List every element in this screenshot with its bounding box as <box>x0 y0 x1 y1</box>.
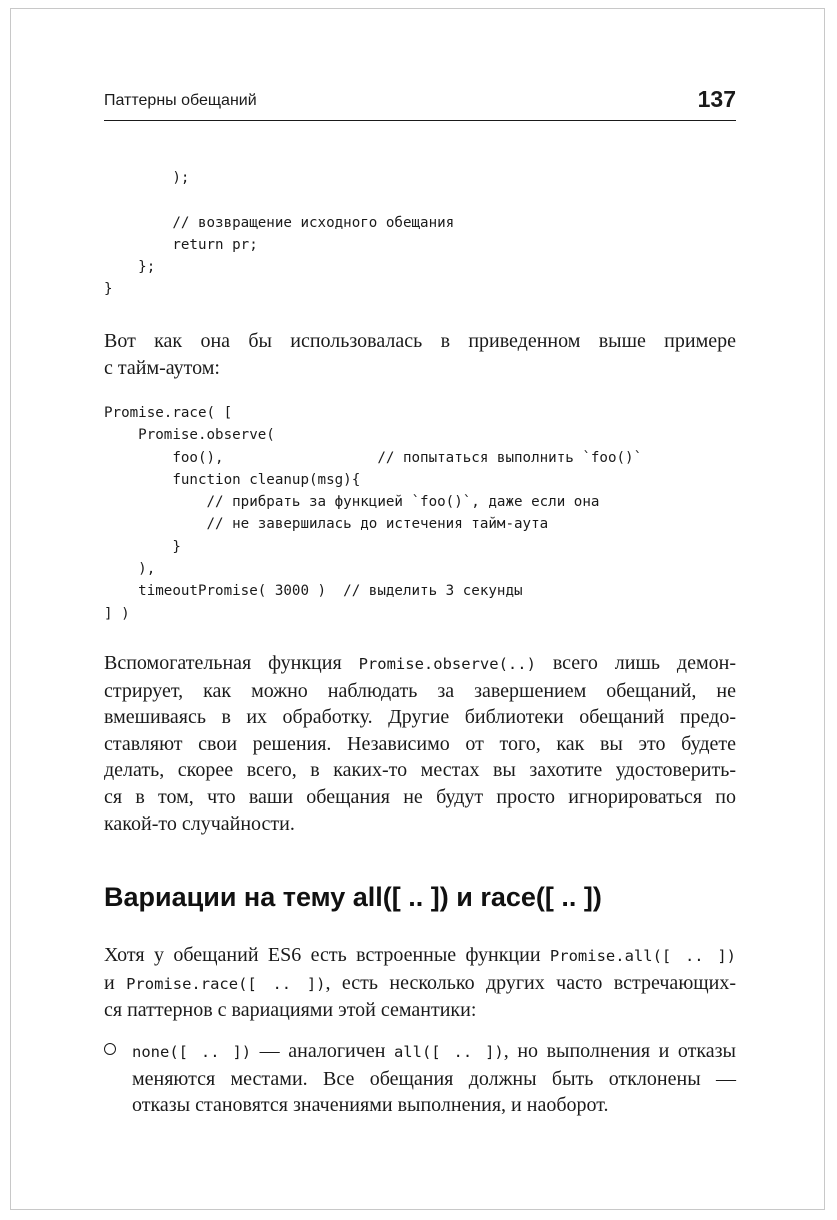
code-line: foo(), // попытаться выполнить `foo()` <box>104 449 643 466</box>
inline-code: Promise.all([ .. ]) <box>549 947 736 965</box>
code-line: }; <box>104 259 156 276</box>
text-line: вмешиваясь в их обработку. Другие библиотеки обещаний предо- <box>104 706 736 729</box>
paragraph-observe-helper <box>104 650 736 837</box>
text-run: , но выполнения и отказы <box>503 1040 736 1062</box>
text-line: стрирует, как можно наблюдать за завершением обещаний, не <box>104 679 736 702</box>
code-line: ] ) <box>104 605 130 622</box>
running-header <box>104 86 736 121</box>
paragraph-variations-intro <box>104 942 736 1024</box>
code-line: // возвращение исходного обещания <box>104 214 455 231</box>
code-line: // не завершилась до истечения тайм-аута <box>104 516 549 533</box>
text-run: всего лишь демон- <box>535 652 736 674</box>
code-line <box>104 189 454 211</box>
text-run: — аналогичен <box>251 1040 394 1062</box>
running-title: Паттерны обещаний <box>104 92 257 109</box>
text-line: ся паттернов с вариациями этой семантики: <box>104 999 477 1022</box>
code-line: } <box>104 281 113 298</box>
code-line: timeoutPromise( 3000 ) // выделить 3 секунды <box>104 583 523 600</box>
bullet-circle-icon <box>104 1043 116 1055</box>
code-line: Promise.race( [ <box>104 405 233 421</box>
text-line: делать, скорее всего, в каких-то местах вы захотите удостоверить- <box>104 759 736 782</box>
text-line: ставляют свои решения. Независимо от того, как вы это будете <box>104 732 736 755</box>
text-run: , есть несколько других часто встречающих- <box>325 971 737 994</box>
code-line: ), <box>104 561 156 578</box>
code-line: return pr; <box>104 236 258 253</box>
text-line <box>104 970 736 998</box>
text-line: какой-то случайности. <box>104 812 295 835</box>
text-line: меняются местами. Все обещания должны быть отклонены — <box>132 1067 736 1090</box>
code-line: ); <box>104 170 190 186</box>
text-line <box>132 1038 736 1066</box>
text-line <box>104 942 736 970</box>
section-heading: Вариации на тему all([ .. ]) и race([ .. ]) <box>104 882 602 912</box>
text-line: Вот как она бы использовалась в приведенном выше примере <box>104 330 736 352</box>
code-line: function cleanup(msg){ <box>104 471 361 488</box>
page-number: 137 <box>697 86 736 112</box>
text-run: Вспомогательная функция <box>104 652 359 674</box>
text-line: с тайм-аутом: <box>104 356 220 379</box>
paragraph-usage-intro <box>104 328 736 381</box>
text-run: и <box>104 971 127 994</box>
text-line: ся в том, что ваши обещания не будут просто игнорироваться по <box>104 785 736 808</box>
code-block-promise-race <box>104 402 642 625</box>
code-line: // прибрать за функцией `foo()`, даже если она <box>104 494 600 511</box>
code-block-return-pr <box>104 167 454 301</box>
text-line: отказы становятся значениями выполнения, и наоборот. <box>132 1094 609 1117</box>
inline-code: none([ .. ]) <box>132 1043 252 1061</box>
code-line: Promise.observe( <box>104 427 275 444</box>
list-item-text <box>132 1038 736 1119</box>
inline-code: Promise.observe(..) <box>358 655 536 673</box>
text-line <box>104 650 736 678</box>
code-line: } <box>104 538 181 555</box>
text-run: Хотя у обещаний ES6 есть встроенные функции <box>104 944 550 966</box>
inline-code: Promise.race([ .. ]) <box>126 974 326 993</box>
inline-code: all([ .. ]) <box>393 1043 504 1061</box>
